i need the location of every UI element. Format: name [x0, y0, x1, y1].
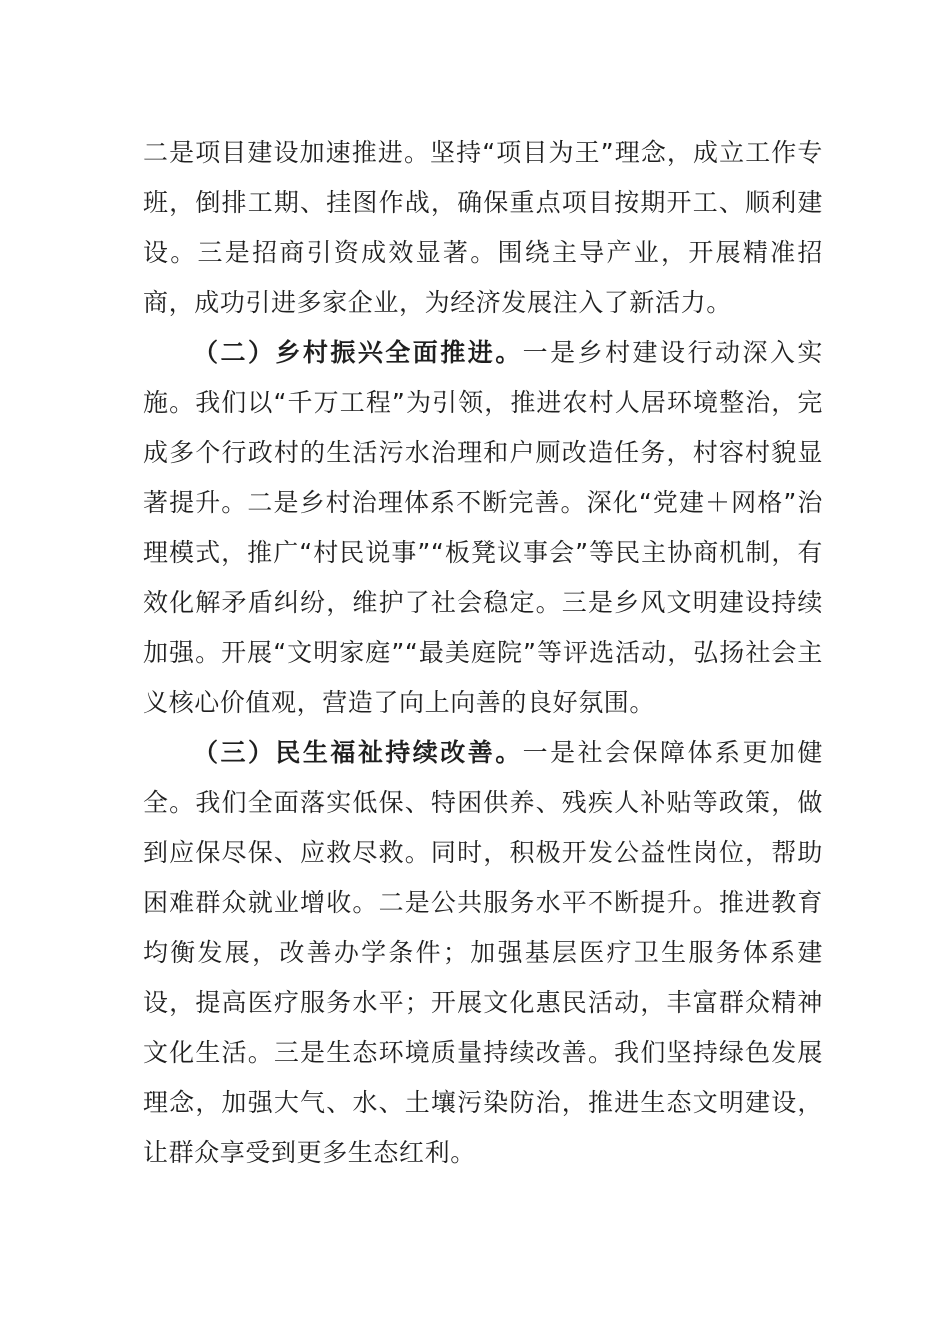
paragraph-text: 二是项目建设加速推进。坚持“项目为王”理念，成立工作专班，倒排工期、挂图作战，确保重点项目按期开工、顺利建设。三是招商引资成效显著。围绕主导产业，开展精准招商，成功引进多家企业，为经济发展注入了新活力。: [143, 138, 823, 317]
paragraph-text: 一是社会保障体系更加健全。我们全面落实低保、特困供养、残疾人补贴等政策，做到应保尽保、应救尽救。同时，积极开发公益性岗位，帮助困难群众就业增收。二是公共服务水平不断提升。推进教育均衡发展，改善办学条件；加强基层医疗卫生服务体系建设，提高医疗服务水平；开展文化惠民活动，丰富群众精神文化生活。三是生态环境质量持续改善。我们坚持绿色发展理念，加强大气、水、土壤污染防治，推进生态文明建设，让群众享受到更多生态红利。: [143, 738, 823, 1167]
paragraph-rural-revitalization: [143, 328, 823, 728]
section-heading-livelihood: （三）民生福祉持续改善。: [193, 738, 523, 767]
section-heading-rural-revitalization: （二）乡村振兴全面推进。: [193, 338, 523, 367]
paragraph-project-construction: [143, 128, 823, 328]
paragraph-text: 一是乡村建设行动深入实施。我们以“千万工程”为引领，推进农村人居环境整治，完成多个行政村的生活污水治理和户厕改造任务，村容村貌显著提升。二是乡村治理体系不断完善。深化“党建＋网格”治理模式，推广“村民说事”“板凳议事会”等民主协商机制，有效化解矛盾纠纷，维护了社会稳定。三是乡风文明建设持续加强。开展“文明家庭”“最美庭院”等评选活动，弘扬社会主义核心价值观，营造了向上向善的良好氛围。: [143, 338, 823, 717]
paragraph-livelihood: [143, 728, 823, 1178]
document-body: [143, 128, 823, 1178]
